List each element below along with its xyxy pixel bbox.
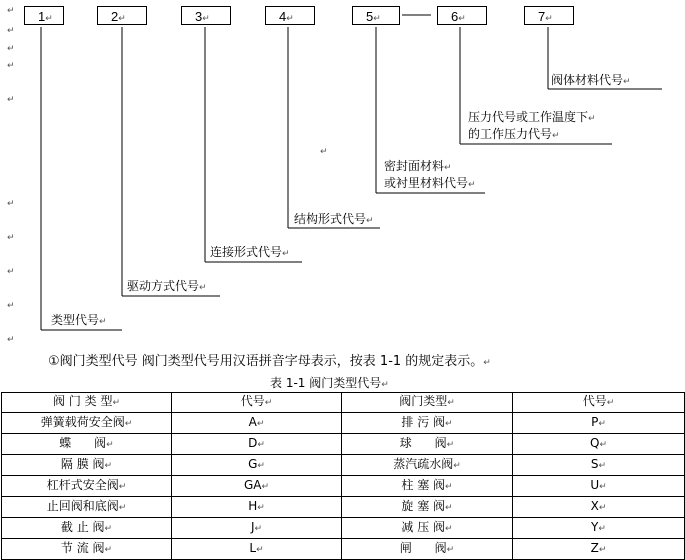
- table-cell: 节 流 阀↵: [2, 539, 172, 560]
- header-cell: 代号↵: [513, 393, 685, 413]
- label-connection: 连接形式代号↵: [210, 245, 290, 259]
- code-box-1: 1↵: [24, 6, 64, 25]
- code-box-4: 4↵: [265, 6, 315, 25]
- table-cell: GA↵: [172, 476, 342, 497]
- paragraph-mark: ↵: [7, 6, 15, 16]
- table-cell: 杠杆式安全阀↵: [2, 476, 172, 497]
- code-box-2: 2↵: [97, 6, 147, 25]
- code-box-7: 7↵: [524, 6, 574, 25]
- body-paragraph: ①阀门类型代号 阀门类型代号用汉语拼音字母表示，按表 1-1 的规定表示。↵: [48, 354, 491, 369]
- table-cell: S↵: [513, 455, 685, 476]
- code-box-5: 5↵: [352, 6, 400, 25]
- table-cell: X↵: [513, 497, 685, 518]
- paragraph-mark: ↵: [320, 147, 328, 157]
- table-row: [2, 518, 685, 539]
- table-cell: 隔 膜 阀↵: [2, 455, 172, 476]
- table-cell: 柱 塞 阀↵: [342, 476, 513, 497]
- paragraph-mark: ↵: [7, 44, 15, 54]
- label-seal-line1: 密封面材料↵: [384, 159, 452, 173]
- table-row: [2, 497, 685, 518]
- table-cell: 减 压 阀↵: [342, 518, 513, 539]
- table-row: [2, 413, 685, 434]
- table-caption: 表 1-1 阀门类型代号↵: [270, 376, 389, 390]
- paragraph-mark: ↵: [7, 335, 15, 345]
- table-row: [2, 434, 685, 455]
- table-cell: 蝶 阀↵: [2, 434, 172, 455]
- table-cell: P↵: [513, 413, 685, 434]
- paragraph-mark: ↵: [7, 26, 15, 36]
- table-cell: 旋 塞 阀↵: [342, 497, 513, 518]
- table-cell: J↵: [172, 518, 342, 539]
- label-pressure-line1: 压力代号或工作温度下↵: [468, 110, 596, 124]
- table-row: [2, 476, 685, 497]
- table-cell: 弹簧载荷安全阀↵: [2, 413, 172, 434]
- label-pressure-line2: 的工作压力代号↵: [468, 127, 560, 141]
- paragraph-mark: ↵: [7, 95, 15, 105]
- table-cell: Y↵: [513, 518, 685, 539]
- valve-type-table: [1, 392, 685, 560]
- table-cell: G↵: [172, 455, 342, 476]
- table-cell: Q↵: [513, 434, 685, 455]
- table-cell: 球 阀↵: [342, 434, 513, 455]
- paragraph-mark: ↵: [7, 233, 15, 243]
- code-box-3: 3↵: [181, 6, 231, 25]
- table-cell: 截 止 阀↵: [2, 518, 172, 539]
- table-cell: H↵: [172, 497, 342, 518]
- table-cell: Z↵: [513, 539, 685, 560]
- header-cell: 阀 门 类 型↵: [2, 393, 172, 413]
- code-box-6: 6↵: [437, 6, 487, 25]
- table-cell: 排 污 阀↵: [342, 413, 513, 434]
- table-cell: 闸 阀↵: [342, 539, 513, 560]
- table-cell: 蒸汽疏水阀↵: [342, 455, 513, 476]
- header-cell: 代号↵: [172, 393, 342, 413]
- paragraph-mark: ↵: [7, 61, 15, 71]
- table-cell: D↵: [172, 434, 342, 455]
- label-structure: 结构形式代号↵: [294, 212, 374, 226]
- header-cell: 阀门类型↵: [342, 393, 513, 413]
- table-row: [2, 455, 685, 476]
- paragraph-mark: ↵: [7, 301, 15, 311]
- table-cell: L↵: [172, 539, 342, 560]
- label-type: 类型代号↵: [51, 313, 107, 327]
- label-body-material: 阀体材料代号↵: [551, 73, 631, 87]
- table-row: [2, 539, 685, 560]
- table-header-row: [2, 393, 685, 413]
- label-seal-line2: 或衬里材料代号↵: [384, 176, 476, 190]
- table-cell: 止回阀和底阀↵: [2, 497, 172, 518]
- table-cell: A↵: [172, 413, 342, 434]
- paragraph-mark: ↵: [7, 267, 15, 277]
- table-cell: U↵: [513, 476, 685, 497]
- label-drive: 驱动方式代号↵: [127, 279, 207, 293]
- paragraph-mark: ↵: [7, 199, 15, 209]
